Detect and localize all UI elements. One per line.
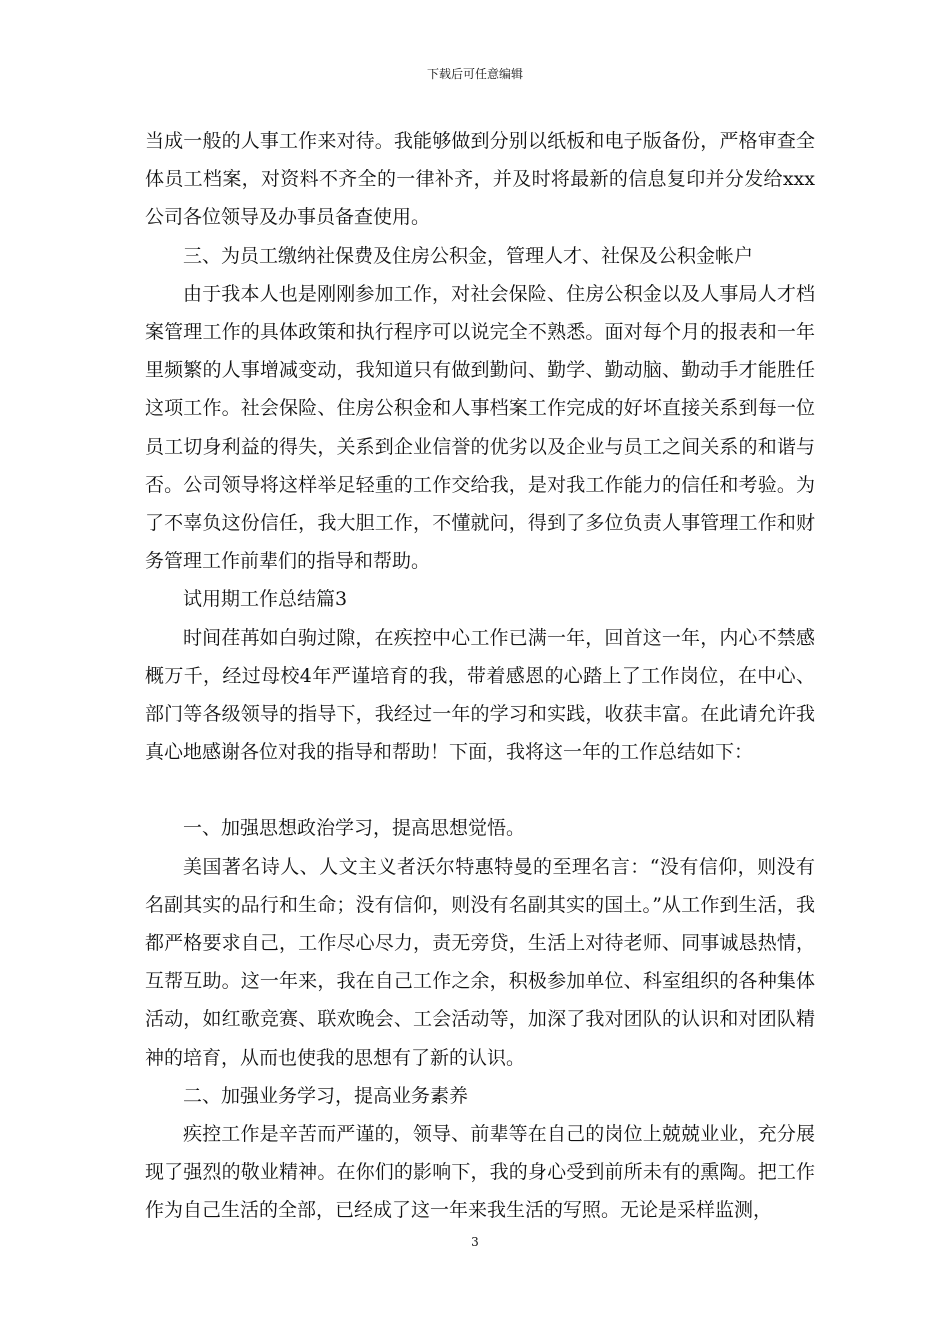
paragraph-social-insurance: 由于我本人也是刚刚参加工作，对社会保险、住房公积金以及人事局人才档案管理工作的具体政策和执行程序可以说完全不熟悉。面对每个月的报表和一年里频繁的人事增减变动，我知道只有做到勤问、勤学、勤动脑、勤动手才能胜任这项工作。社会保险、住房公积金和人事档案工作完成的好坏直接关系到每一位员工切身利益的得失，关系到企业信誉的优劣以及企业与员工之间关系的和谐与否。公司领导将这样举足轻重的工作交给我，是对我工作能力的信任和考验。为了不辜负这份信任，我大胆工作，不懂就问，得到了多位负责人事管理工作和财务管理工作前辈们的指导和帮助。 bbox=[145, 282, 815, 573]
section-heading-two: 二、加强业务学习，提高业务素养 bbox=[183, 1084, 469, 1107]
paragraph-continuation: 当成一般的人事工作来对待。我能够做到分别以纸板和电子版备份，严格审查全体员工档案，对资料不齐全的一律补齐，并及时将最新的信息复印并分发给xxx公司各位领导及办事员备查使用。 bbox=[145, 130, 815, 229]
blank-line bbox=[145, 771, 815, 809]
article-title: 试用期工作总结篇3 bbox=[183, 588, 348, 611]
page-header: 下载后可任意编辑 bbox=[426, 67, 523, 81]
page-number: 3 bbox=[471, 1235, 479, 1249]
paragraph-political-study: 美国著名诗人、人文主义者沃尔特惠特曼的至理名言：“没有信仰，则没有名副其实的品行和生命；没有信仰，则没有名副其实的国土。”从工作到生活，我都严格要求自己，工作尽心尽力，责无旁贷，生活上对待老师、同事诚恳热情，互帮互助。这一年来，我在自己工作之余，积极参加单位、科室组织的各种集体活动，如红歌竞赛、联欢晚会、工会活动等，加深了我对团队的认识和对团队精神的培育，从而也使我的思想有了新的认识。 bbox=[145, 855, 815, 1069]
paragraph-intro: 时间荏苒如白驹过隙，在疾控中心工作已满一年，回首这一年，内心不禁感概万千，经过母校4年严谨培育的我，带着感恩的心踏上了工作岗位，在中心、部门等各级领导的指导下，我经过一年的学习和实践，收获丰富。在此请允许我真心地感谢各位对我的指导和帮助！下面，我将这一年的工作总结如下： bbox=[145, 626, 815, 764]
section-heading-three: 三、为员工缴纳社保费及住房公积金，管理人才、社保及公积金帐户 bbox=[183, 244, 754, 267]
document-body bbox=[145, 122, 815, 1230]
paragraph-business-study: 疾控工作是辛苦而严谨的，领导、前辈等在自己的岗位上兢兢业业，充分展现了强烈的敬业精神。在你们的影响下，我的身心受到前所未有的熏陶。把工作作为自己生活的全部，已经成了这一年来我生活的写照。无论是采样监测， bbox=[145, 1123, 815, 1222]
section-heading-one: 一、加强思想政治学习，提高思想觉悟。 bbox=[183, 817, 526, 840]
